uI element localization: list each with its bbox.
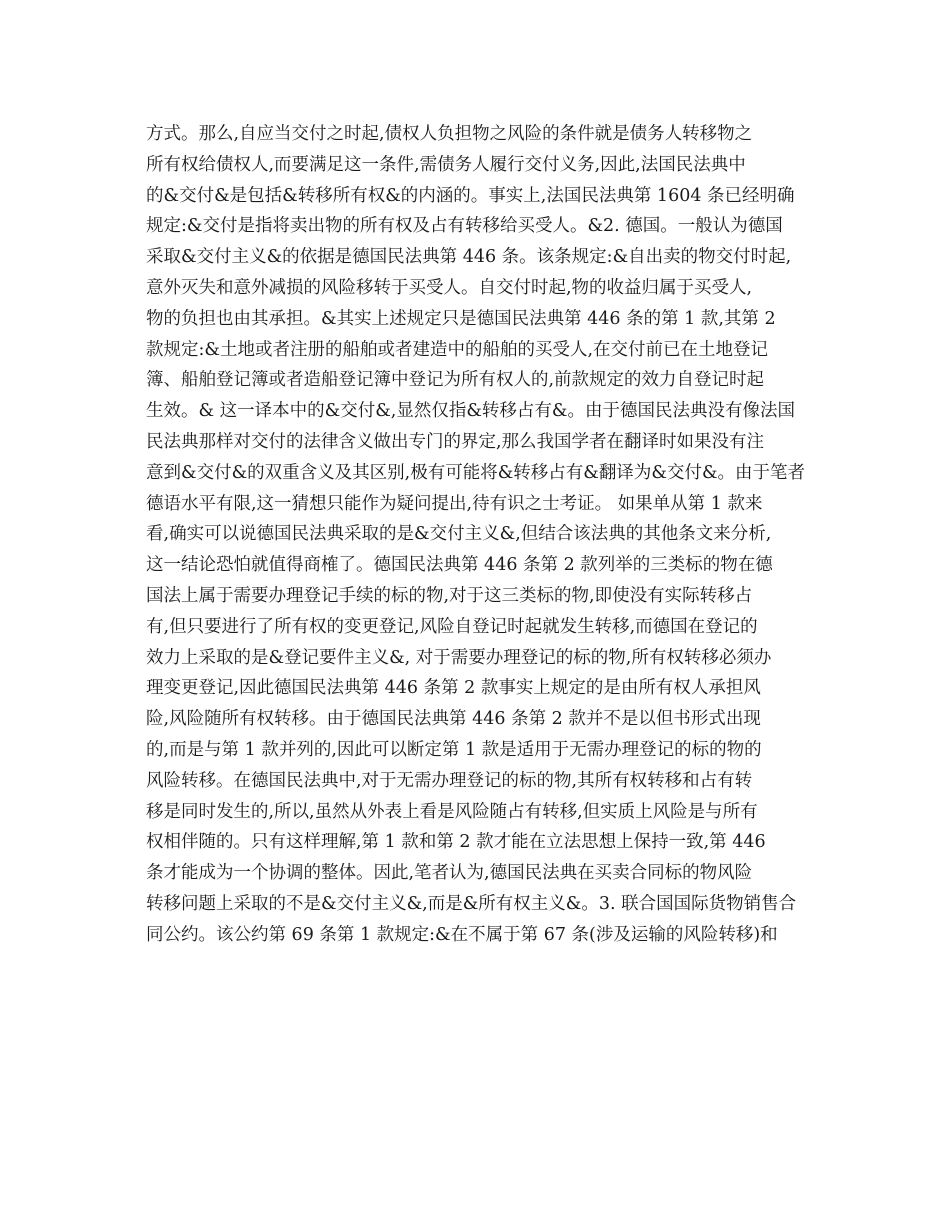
text-line-11: 民法典那样对交付的法律含义做出专门的界定,那么我国学者在翻译时如果没有注 [146,431,765,452]
text-line-7: 物的负担也由其承担。&其实上述规定只是德国民法典第 446 条的第 1 款,其第 2 [146,308,776,329]
text-line-4: 规定:&交付是指将卖出物的所有权及占有转移给买受人。&2. 德国。一般认为德国 [146,216,783,237]
text-line-15: 这一结论恐怕就值得商榷了。德国民法典第 446 条第 2 款列举的三类标的物在德 [146,555,773,576]
body-text [146,119,810,951]
text-line-20: 险,风险随所有权转移。由于德国民法典第 446 条第 2 款并不是以但书形式出现 [146,709,761,730]
text-line-9: 簿、船舶登记簿或者造船登记簿中登记为所有权人的,前款规定的效力自登记时起 [146,370,765,391]
text-line-10: 生效。& 这一译本中的&交付&,显然仅指&转移占有&。由于德国民法典没有像法国 [146,401,796,422]
text-line-12: 意到&交付&的双重含义及其区别,极有可能将&转移占有&翻译为&交付&。由于笔者 [146,462,806,483]
text-line-26: 转移问题上采取的不是&交付主义&,而是&所有权主义&。3. 联合国国际货物销售合 [146,893,797,914]
text-line-18: 效力上采取的是&登记要件主义&, 对于需要办理登记的标的物,所有权转移必须办 [146,647,772,668]
text-line-16: 国法上属于需要办理登记手续的标的物,对于这三类标的物,即使没有实际转移占 [146,585,753,606]
text-line-22: 风险转移。在德国民法典中,对于无需办理登记的标的物,其所有权转移和占有转 [146,770,753,791]
text-line-14: 看,确实可以说德国民法典采取的是&交付主义&,但结合该法典的其他条文来分析, [146,524,772,545]
text-line-5: 采取&交付主义&的依据是德国民法典第 446 条。该条规定:&自出卖的物交付时起, [146,247,792,268]
text-line-19: 理变更登记,因此德国民法典第 446 条第 2 款事实上规定的是由所有权人承担风 [146,678,761,699]
text-line-3: 的&交付&是包括&转移所有权&的内涵的。事实上,法国民法典第 1604 条已经明确 [146,185,795,206]
text-line-13: 德语水平有限,这一猜想只能作为疑问提出,待有识之士考证。 如果单从第 1 款来 [146,493,763,514]
text-line-25: 条才能成为一个协调的整体。因此,笔者认为,德国民法典在买卖合同标的物风险 [146,863,753,884]
text-line-8: 款规定:&土地或者注册的船舶或者建造中的船舶的买受人,在交付前已在土地登记 [146,339,769,360]
text-line-27: 同公约。该公约第 69 条第 1 款规定:&在不属于第 67 条(涉及运输的风险转移)和 [146,924,778,945]
text-line-6: 意外灭失和意外减损的风险移转于买受人。自交付时起,物的收益归属于买受人, [146,277,753,298]
text-line-23: 移是同时发生的,所以,虽然从外表上看是风险随占有转移,但实质上风险是与所有 [146,801,758,822]
text-line-2: 所有权给债权人,而要满足这一条件,需债务人履行交付义务,因此,法国民法典中 [146,154,746,175]
text-line-21: 的,而是与第 1 款并列的,因此可以断定第 1 款是适用于无需办理登记的标的物的 [146,739,762,760]
text-line-1: 方式。那么,自应当交付之时起,债权人负担物之风险的条件就是债务人转移物之 [146,124,753,144]
text-line-24: 权相伴随的。只有这样理解,第 1 款和第 2 款才能在立法思想上保持一致,第 446 [146,832,766,853]
text-line-17: 有,但只要进行了所有权的变更登记,风险自登记时起就发生转移,而德国在登记的 [146,616,758,637]
